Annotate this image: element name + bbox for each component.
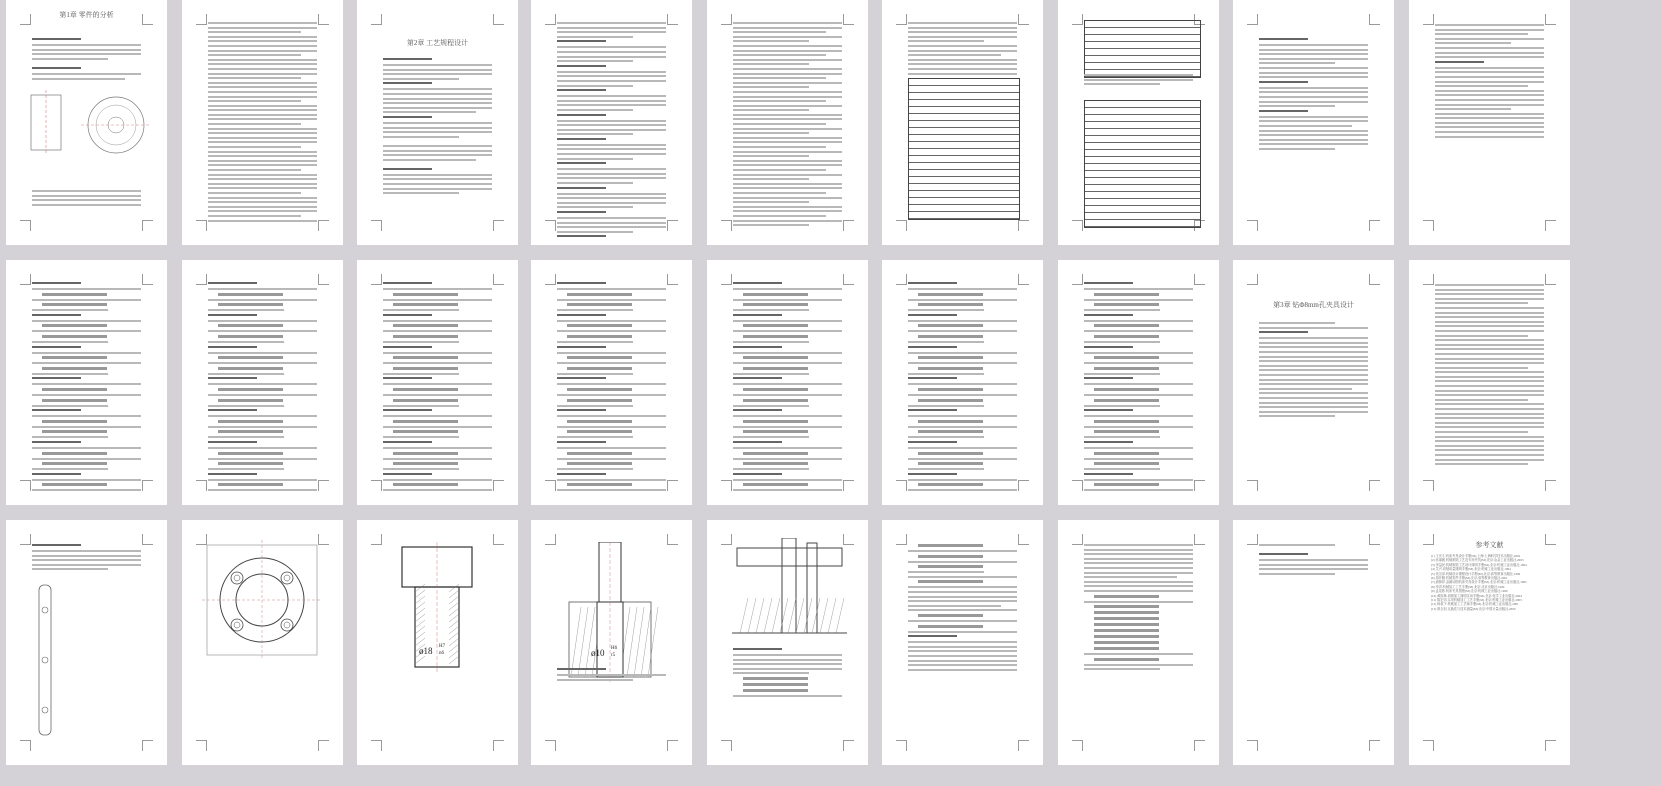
crop-mark: [1072, 480, 1083, 491]
text-body: [32, 544, 141, 573]
side-view-drawing: [31, 580, 61, 740]
fit-tolerance-lower: r5: [611, 653, 616, 658]
crop-mark: [896, 740, 907, 751]
process-table: [1084, 100, 1201, 228]
crop-mark: [545, 534, 556, 545]
document-page: [357, 0, 518, 245]
text-body: [557, 668, 666, 683]
document-page: [707, 0, 868, 245]
document-page: [1058, 0, 1219, 245]
crop-mark: [1423, 740, 1434, 751]
document-page: [531, 260, 692, 505]
document-page: [6, 260, 167, 505]
crop-mark: [1423, 480, 1434, 491]
crop-mark: [371, 274, 382, 285]
crop-mark: [721, 220, 732, 231]
document-page: [1233, 260, 1394, 505]
document-page: [531, 520, 692, 765]
crop-mark: [1072, 14, 1083, 25]
crop-mark: [1369, 740, 1380, 751]
crop-mark: [1545, 740, 1556, 751]
crop-mark: [1018, 534, 1029, 545]
chapter-title: 第2章 工艺规程设计: [406, 39, 469, 47]
document-page: [1058, 520, 1219, 765]
crop-mark: [1018, 480, 1029, 491]
crop-mark: [371, 480, 382, 491]
crop-mark: [843, 274, 854, 285]
crop-mark: [545, 220, 556, 231]
crop-mark: [493, 534, 504, 545]
text-body: [208, 282, 317, 494]
crop-mark: [196, 274, 207, 285]
document-page: [1233, 0, 1394, 245]
crop-mark: [371, 14, 382, 25]
crop-mark: [1545, 274, 1556, 285]
crop-mark: [667, 220, 678, 231]
text-body: [32, 38, 141, 82]
crop-mark: [142, 534, 153, 545]
crop-mark: [318, 274, 329, 285]
diameter-dimension: ø18: [419, 646, 433, 656]
fit-tolerance-lower: n6: [439, 651, 444, 656]
reference-item: [4] 艾兴.切削用量简明手册[M].北京:机械工业出版社,1994: [1431, 567, 1511, 572]
bushing-drawing: [387, 542, 487, 677]
crop-mark: [1423, 274, 1434, 285]
document-page: [1409, 0, 1570, 245]
text-body: [1084, 282, 1193, 494]
crop-mark: [371, 534, 382, 545]
crop-mark: [493, 220, 504, 231]
reference-item: [12] 杨叔子.机械加工工艺师手册[M].北京:机械工业出版社,2001: [1431, 602, 1519, 607]
text-body: [908, 544, 1017, 673]
crop-mark: [371, 220, 382, 231]
reference-item: [7] 浦林祥.金属切削机床夹具设计手册[M].北京:机械工业出版社,1995: [1431, 580, 1527, 585]
crop-mark: [142, 220, 153, 231]
crop-mark: [318, 480, 329, 491]
crop-mark: [1369, 220, 1380, 231]
crop-mark: [1247, 274, 1258, 285]
diameter-dimension: ø10: [591, 648, 605, 658]
crop-mark: [843, 740, 854, 751]
document-page: [882, 0, 1043, 245]
fixture-assembly-drawing: [732, 538, 847, 638]
crop-mark: [196, 220, 207, 231]
reference-item: [9] 孟宪栋.机床夹具图册[M].北京:机械工业出版社,1999: [1431, 589, 1508, 594]
crop-mark: [318, 14, 329, 25]
fit-tolerance-upper: H6: [611, 646, 618, 651]
text-body: [908, 22, 1017, 77]
crop-mark: [493, 14, 504, 25]
crop-mark: [1247, 480, 1258, 491]
crop-mark: [896, 480, 907, 491]
crop-mark: [1194, 274, 1205, 285]
reference-item: [2] 孙丽媛.机械制造工艺及专用夹具[M].北京:冶金工业出版社,2003: [1431, 558, 1524, 563]
crop-mark: [545, 480, 556, 491]
text-body: [383, 58, 492, 197]
crop-mark: [1072, 740, 1083, 751]
chapter-title: 第3章 钻Φ8mm孔夹具设计: [1273, 301, 1354, 309]
crop-mark: [1018, 740, 1029, 751]
reference-item: [10] 黄如林.切削加工简明实用手册[M].北京:化学工业出版社,2004: [1431, 593, 1522, 598]
crop-mark: [318, 740, 329, 751]
crop-mark: [1247, 740, 1258, 751]
crop-mark: [1369, 274, 1380, 285]
document-page: [531, 0, 692, 245]
crop-mark: [1423, 14, 1434, 25]
crop-mark: [721, 534, 732, 545]
text-body: [1259, 544, 1368, 578]
document-page: [6, 0, 167, 245]
document-page: [1058, 260, 1219, 505]
document-page: [882, 260, 1043, 505]
text-body: [1259, 322, 1368, 420]
process-table: [1084, 20, 1201, 78]
crop-mark: [1247, 534, 1258, 545]
crop-mark: [493, 274, 504, 285]
crop-mark: [1545, 14, 1556, 25]
crop-mark: [1194, 480, 1205, 491]
text-body: [208, 22, 317, 224]
crop-mark: [1018, 274, 1029, 285]
reference-item: [13] 廖念钊.互换性与技术测量[M].北京:中国计量出版社,2000: [1431, 606, 1516, 611]
drill-bushing-drawing: [559, 542, 669, 682]
crop-mark: [1194, 534, 1205, 545]
document-page: [707, 260, 868, 505]
text-body: [557, 282, 666, 494]
crop-mark: [1072, 274, 1083, 285]
text-body: [32, 282, 141, 494]
text-body: [1084, 74, 1193, 88]
crop-mark: [896, 14, 907, 25]
crop-mark: [667, 14, 678, 25]
document-page: [182, 0, 343, 245]
flange-drawing: [202, 540, 322, 660]
process-table: [908, 78, 1020, 220]
reference-item: [6] 周开勤.机械零件手册[M].北京:高等教育出版社,2001: [1431, 576, 1508, 581]
chapter-title: 第1章 零件的分析: [59, 11, 114, 19]
text-body: [557, 22, 666, 241]
reference-item: [3] 李益民.机械制造工艺设计简明手册[M].北京:机械工业出版社,1994: [1431, 562, 1527, 567]
crop-mark: [1072, 220, 1083, 231]
crop-mark: [721, 740, 732, 751]
document-page: [1409, 260, 1570, 505]
crop-mark: [843, 220, 854, 231]
crop-mark: [1018, 14, 1029, 25]
crop-mark: [142, 274, 153, 285]
crop-mark: [20, 220, 31, 231]
reference-item: [5] 吴宗泽.机械设计课程设计手册[M].北京:高等教育出版社,1999: [1431, 571, 1521, 576]
reference-list: [1431, 554, 1552, 611]
crop-mark: [493, 740, 504, 751]
crop-mark: [20, 740, 31, 751]
crop-mark: [1545, 480, 1556, 491]
crop-mark: [896, 220, 907, 231]
document-page: [357, 520, 518, 765]
text-body: [383, 282, 492, 494]
document-page: [1233, 520, 1394, 765]
document-page: [1409, 520, 1570, 765]
text-body: [32, 190, 141, 208]
crop-mark: [371, 740, 382, 751]
crop-mark: [1247, 14, 1258, 25]
text-body: [733, 648, 842, 700]
document-page: [6, 520, 167, 765]
text-body: [733, 282, 842, 494]
crop-mark: [1545, 220, 1556, 231]
crop-mark: [1369, 480, 1380, 491]
crop-mark: [721, 14, 732, 25]
crop-mark: [318, 220, 329, 231]
crop-mark: [667, 274, 678, 285]
crop-mark: [1423, 220, 1434, 231]
crop-mark: [142, 740, 153, 751]
crop-mark: [545, 14, 556, 25]
part-drawing: [26, 90, 156, 160]
text-body: [1435, 284, 1544, 468]
crop-mark: [1194, 740, 1205, 751]
document-page: [707, 520, 868, 765]
crop-mark: [1018, 220, 1029, 231]
crop-mark: [896, 534, 907, 545]
reference-item: [8] 李洪.机械加工工艺手册[M].北京:北京出版社,1990: [1431, 584, 1505, 589]
document-page: [182, 260, 343, 505]
reference-item: [11] 陈宏钧.实用机械加工工艺手册[M].北京:机械工业出版社,2003: [1431, 598, 1522, 603]
crop-mark: [721, 480, 732, 491]
crop-mark: [1072, 534, 1083, 545]
crop-mark: [196, 480, 207, 491]
text-body: [1259, 38, 1368, 152]
crop-mark: [545, 274, 556, 285]
crop-mark: [20, 480, 31, 491]
crop-mark: [843, 480, 854, 491]
text-body: [908, 282, 1017, 494]
document-page: [182, 520, 343, 765]
text-body: [1435, 24, 1544, 140]
crop-mark: [196, 14, 207, 25]
chapter-title: 参考文献: [1475, 541, 1504, 549]
crop-mark: [721, 274, 732, 285]
crop-mark: [196, 740, 207, 751]
crop-mark: [20, 534, 31, 545]
document-page: [882, 520, 1043, 765]
crop-mark: [545, 740, 556, 751]
document-page: [357, 260, 518, 505]
crop-mark: [1369, 14, 1380, 25]
crop-mark: [142, 480, 153, 491]
crop-mark: [896, 274, 907, 285]
text-body: [733, 22, 842, 229]
crop-mark: [667, 480, 678, 491]
text-body: [1084, 544, 1193, 673]
crop-mark: [843, 14, 854, 25]
crop-mark: [1247, 220, 1258, 231]
crop-mark: [1369, 534, 1380, 545]
fit-tolerance-upper: H7: [439, 644, 446, 649]
reference-item: [1] 王光斗.机床夹具设计手册[M].上海:上海科学技术出版社,2002: [1431, 554, 1521, 558]
crop-mark: [20, 274, 31, 285]
crop-mark: [667, 740, 678, 751]
crop-mark: [493, 480, 504, 491]
